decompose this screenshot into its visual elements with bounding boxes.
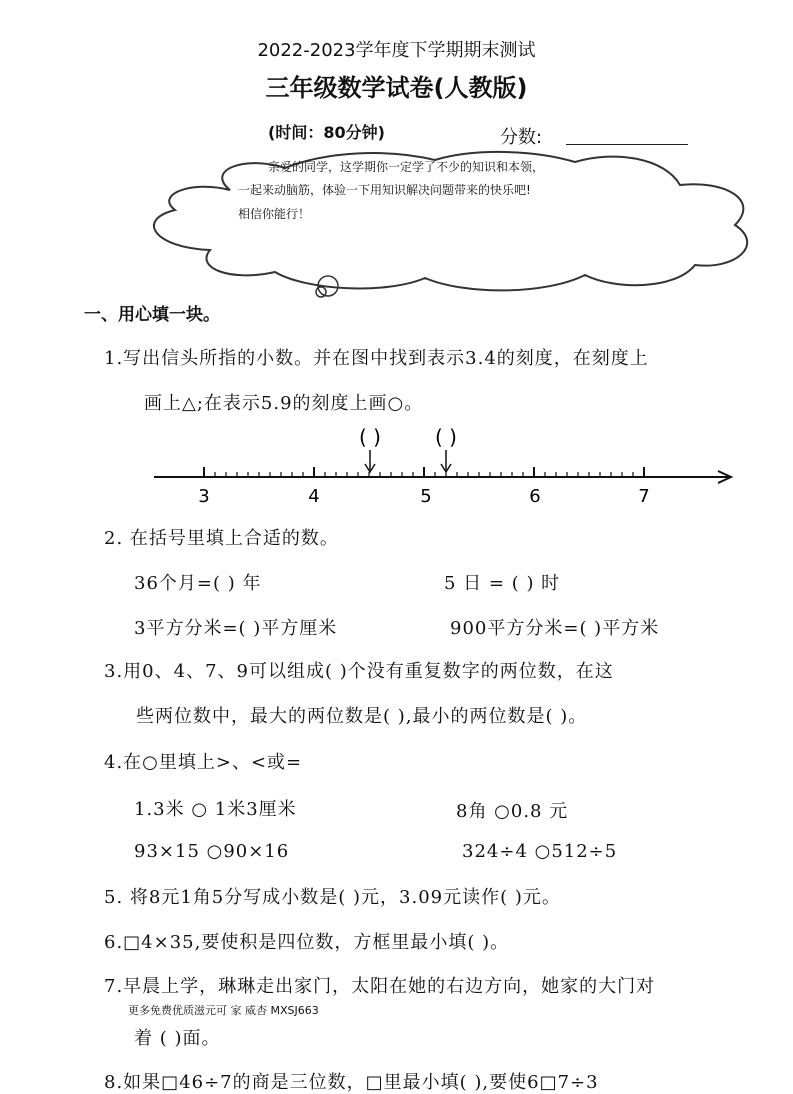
question-4-d: 324÷4 ○512÷5 bbox=[462, 841, 618, 862]
question-3-line1: 3.用0、4、7、9可以组成( )个没有重复数字的两位数，在这 bbox=[104, 661, 614, 682]
answer-bracket-1: ( ) bbox=[359, 425, 381, 449]
number-line bbox=[148, 420, 748, 515]
exam-time: (时间：80分钟) bbox=[268, 123, 385, 142]
question-5: 5. 将8元1角5分写成小数是( )元，3.09元读作( )元。 bbox=[104, 887, 561, 908]
question-1-line2: 画上△;在表示5.9的刻度上画○。 bbox=[144, 393, 424, 414]
exam-year-title: 2022-2023学年度下学期期末测试 bbox=[257, 40, 536, 61]
question-4-b: 8角 ○0.8 元 bbox=[456, 801, 569, 822]
cloud-message-line3: 相信你能行！ bbox=[238, 207, 311, 221]
question-2-b: 5 日 = ( ) 时 bbox=[444, 573, 561, 594]
question-7-line2: 着 ( )面。 bbox=[134, 1028, 221, 1049]
question-8: 8.如果□46÷7的商是三位数，□里最小填( ),要使6□7÷3 bbox=[104, 1072, 599, 1093]
cloud-bubble-small bbox=[316, 287, 326, 297]
question-2-a: 36个月=( ) 年 bbox=[134, 573, 262, 594]
tick-label-6: 6 bbox=[529, 486, 541, 507]
tick-label-3: 3 bbox=[198, 486, 210, 507]
question-4-c: 93×15 ○90×16 bbox=[134, 841, 290, 862]
answer-bracket-2: ( ) bbox=[435, 425, 457, 449]
question-1-line1: 1.写出信头所指的小数。并在图中找到表示3.4的刻度，在刻度上 bbox=[104, 348, 649, 369]
question-2-title: 2. 在括号里填上合适的数。 bbox=[104, 528, 339, 549]
cloud-message-line2: 一起来动脑筋，体验一下用知识解决问题带来的快乐吧! bbox=[238, 183, 531, 197]
tick-label-5: 5 bbox=[420, 486, 432, 507]
watermark-note: 更多免费优质滋元可 家 威杏 MXSJ663 bbox=[128, 1004, 319, 1017]
question-6: 6.□4×35,要使积是四位数，方框里最小填( )。 bbox=[104, 932, 510, 953]
question-3-line2: 些两位数中，最大的两位数是( ),最小的两位数是( )。 bbox=[136, 706, 588, 727]
cloud-message-line1: 亲爱的同学，这学期你一定学了不少的知识和本领， bbox=[268, 160, 545, 174]
question-4-title: 4.在○里填上>、<或= bbox=[104, 752, 303, 773]
question-4-a: 1.3米 ○ 1米3厘米 bbox=[134, 799, 297, 820]
tick-label-7: 7 bbox=[638, 486, 650, 507]
score-label: 分数: bbox=[500, 127, 543, 148]
question-2-c: 3平方分米=( )平方厘米 bbox=[134, 618, 338, 639]
section-title: 一、用心填一块。 bbox=[84, 305, 220, 325]
question-2-d: 900平方分米=( )平方米 bbox=[450, 618, 660, 639]
exam-paper-title: 三年级数学试卷(人教版) bbox=[265, 74, 528, 102]
score-blank-line bbox=[566, 144, 688, 145]
question-7-line1: 7.早晨上学，琳琳走出家门，太阳在她的右边方向，她家的大门对 bbox=[104, 976, 656, 997]
tick-label-4: 4 bbox=[308, 486, 320, 507]
